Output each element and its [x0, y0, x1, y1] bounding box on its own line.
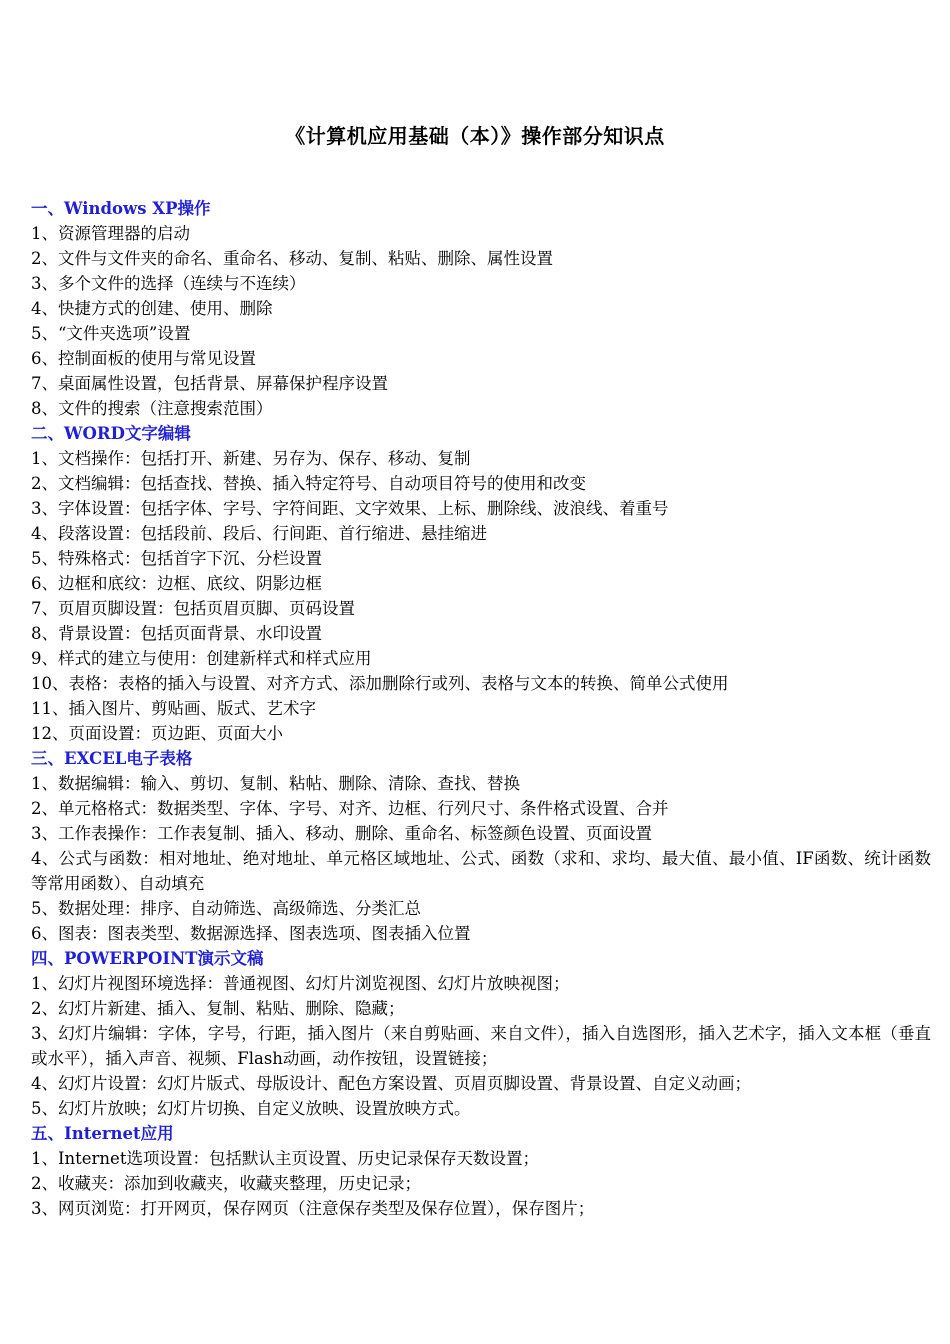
- list-item: 1、数据编辑：输入、剪切、复制、粘帖、删除、清除、查找、替换: [31, 774, 520, 793]
- document-body: [31, 196, 931, 1221]
- list-item: 5、特殊格式：包括首字下沉、分栏设置: [31, 549, 322, 568]
- list-item: 10、表格：表格的插入与设置、对齐方式、添加删除行或列、表格与文本的转换、简单公式使用: [31, 674, 729, 693]
- document-title: 《计算机应用基础（本）》操作部分知识点: [285, 124, 665, 148]
- list-item: 9、样式的建立与使用：创建新样式和样式应用: [31, 649, 372, 668]
- list-item: 2、文档编辑：包括查找、替换、插入特定符号、自动项目符号的使用和改变: [31, 474, 586, 493]
- list-item: 3、字体设置：包括字体、字号、字符间距、文字效果、上标、删除线、波浪线、着重号: [31, 499, 669, 518]
- list-item: 1、Internet选项设置：包括默认主页设置、历史记录保存天数设置；: [31, 1149, 539, 1168]
- section-powerpoint: [31, 946, 931, 1121]
- section-heading: 一、Windows XP操作: [31, 199, 211, 218]
- list-item: 11、插入图片、剪贴画、版式、艺术字: [31, 699, 316, 718]
- section-internet: [31, 1121, 931, 1221]
- list-item: 5、“文件夹选项”设置: [31, 324, 191, 343]
- list-item: 2、单元格格式：数据类型、字体、字号、对齐、边框、行列尺寸、条件格式设置、合并: [31, 799, 669, 818]
- list-item: 1、资源管理器的启动: [31, 224, 190, 243]
- list-item: 3、幻灯片编辑：字体，字号，行距，插入图片（来自剪贴画、来自文件），插入自选图形，插入艺术字，插入文本框（垂直或水平），插入声音、视频、Flash动画，动作按钮，设置链接；: [31, 1024, 931, 1068]
- list-item: 2、文件与文件夹的命名、重命名、移动、复制、粘贴、删除、属性设置: [31, 249, 553, 268]
- list-item: 4、幻灯片设置：幻灯片版式、母版设计、配色方案设置、页眉页脚设置、背景设置、自定义动画；: [31, 1074, 751, 1093]
- list-item: 3、网页浏览：打开网页，保存网页（注意保存类型及保存位置），保存图片；: [31, 1199, 595, 1218]
- list-item: 6、图表：图表类型、数据源选择、图表选项、图表插入位置: [31, 924, 471, 943]
- list-item: 3、工作表操作：工作表复制、插入、移动、删除、重命名、标签颜色设置、页面设置: [31, 824, 652, 843]
- list-item: 4、公式与函数：相对地址、绝对地址、单元格区域地址、公式、函数（求和、求均、最大值、最小值、IF函数、统计函数等常用函数）、自动填充: [31, 849, 931, 893]
- list-item: 4、段落设置：包括段前、段后、行间距、首行缩进、悬挂缩进: [31, 524, 487, 543]
- list-item: 6、控制面板的使用与常见设置: [31, 349, 256, 368]
- list-item: 8、背景设置：包括页面背景、水印设置: [31, 624, 322, 643]
- list-item: 6、边框和底纹：边框、底纹、阴影边框: [31, 574, 322, 593]
- list-item: 7、页眉页脚设置：包括页眉页脚、页码设置: [31, 599, 355, 618]
- list-item: 12、页面设置：页边距、页面大小: [31, 724, 283, 743]
- section-windows-xp: [31, 196, 931, 421]
- list-item: 5、幻灯片放映；幻灯片切换、自定义放映、设置放映方式。: [31, 1099, 471, 1118]
- section-heading: 三、EXCEL电子表格: [31, 749, 193, 768]
- list-item: 7、桌面属性设置，包括背景、屏幕保护程序设置: [31, 374, 388, 393]
- list-item: 2、收藏夹：添加到收藏夹，收藏夹整理，历史记录；: [31, 1174, 421, 1193]
- list-item: 2、幻灯片新建、插入、复制、粘贴、删除、隐藏；: [31, 999, 405, 1018]
- section-word: [31, 421, 931, 746]
- section-heading: 二、WORD文字编辑: [31, 424, 191, 443]
- section-heading: 四、POWERPOINT演示文稿: [31, 949, 264, 968]
- section-heading: 五、Internet应用: [31, 1124, 174, 1143]
- list-item: 8、文件的搜索（注意搜索范围）: [31, 399, 273, 418]
- list-item: 5、数据处理：排序、自动筛选、高级筛选、分类汇总: [31, 899, 421, 918]
- section-excel: [31, 746, 931, 946]
- list-item: 1、幻灯片视图环境选择：普通视图、幻灯片浏览视图、幻灯片放映视图；: [31, 974, 570, 993]
- list-item: 3、多个文件的选择（连续与不连续）: [31, 274, 306, 293]
- list-item: 1、文档操作：包括打开、新建、另存为、保存、移动、复制: [31, 449, 471, 468]
- list-item: 4、快捷方式的创建、使用、删除: [31, 299, 273, 318]
